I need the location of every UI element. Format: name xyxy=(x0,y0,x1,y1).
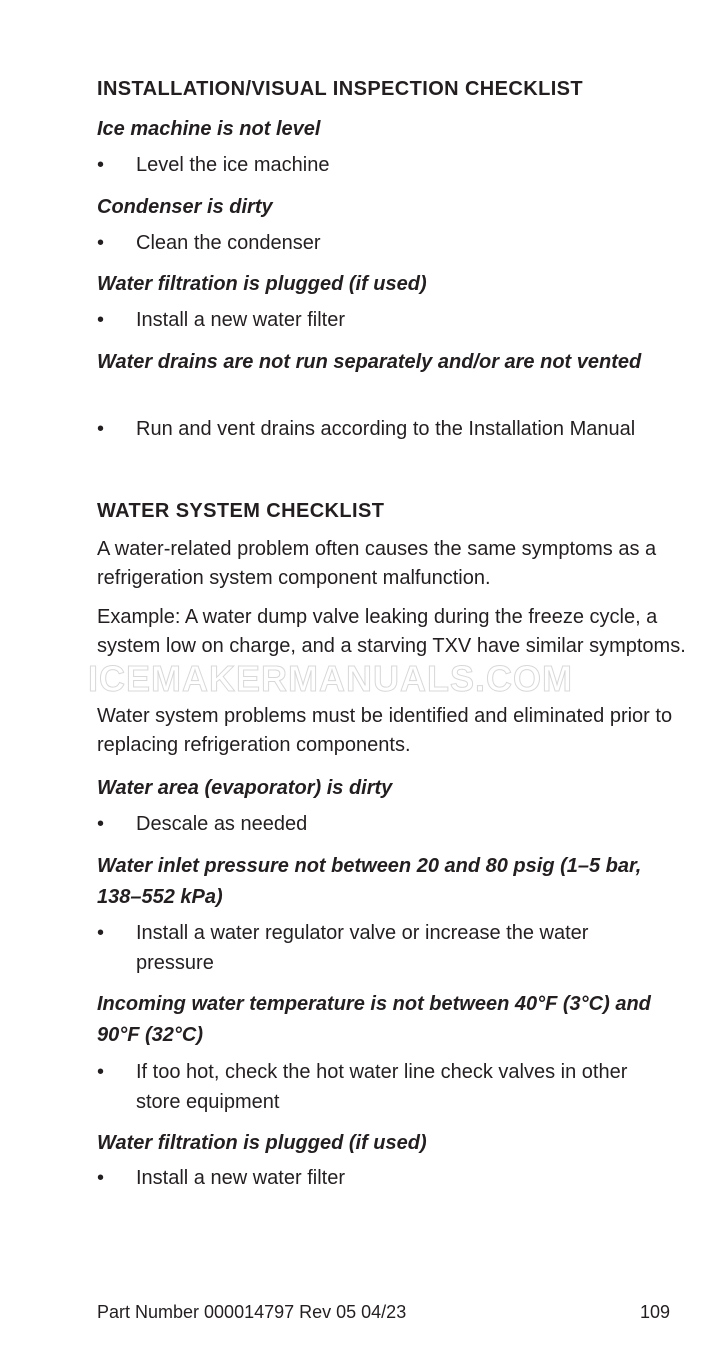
bullet-marker: • xyxy=(97,309,105,331)
bullet-marker: • xyxy=(97,154,105,176)
remedy-level-machine: Level the ice machine xyxy=(136,154,330,176)
remedy-water-regulator: Install a water regulator valve or increase the water pressure xyxy=(136,922,589,974)
remedy-new-water-filter: Install a new water filter xyxy=(136,309,345,331)
paragraph-example: Example: A water dump valve leaking during the freeze cycle, a system low on charge, and a starving TXV have similar symptoms. xyxy=(97,606,686,657)
bullet-marker: • xyxy=(97,1061,105,1083)
problem-incoming-water-temperature: Incoming water temperature is not between 40°F (3°C) and 90°F (32°C) xyxy=(97,993,651,1046)
bullet-marker: • xyxy=(97,813,105,835)
problem-ice-machine-not-level: Ice machine is not level xyxy=(97,118,321,140)
remedy-run-vent-drains: Run and vent drains according to the Installation Manual xyxy=(136,418,636,440)
problem-water-filtration-plugged-2: Water filtration is plugged (if used) xyxy=(97,1132,427,1154)
water-system-checklist-title: WATER SYSTEM CHECKLIST xyxy=(97,500,385,522)
bullet-marker: • xyxy=(97,1167,105,1189)
problem-water-area-dirty: Water area (evaporator) is dirty xyxy=(97,777,393,799)
installation-checklist-title: INSTALLATION/VISUAL INSPECTION CHECKLIST xyxy=(97,78,584,100)
paragraph-water-related-problem: A water-related problem often causes the same symptoms as a refrigeration system component malfunction. xyxy=(97,538,657,589)
problem-water-inlet-pressure: Water inlet pressure not between 20 and 80 psig (1–5 bar, 138–552 kPa) xyxy=(97,855,642,908)
problem-condenser-dirty: Condenser is dirty xyxy=(97,196,273,218)
remedy-new-water-filter-2: Install a new water filter xyxy=(136,1167,345,1189)
remedy-check-hot-water-valves: If too hot, check the hot water line check valves in other store equipment xyxy=(136,1061,628,1113)
remedy-descale: Descale as needed xyxy=(136,813,308,835)
problem-water-drains-not-vented: Water drains are not run separately and/or are not vented xyxy=(97,351,642,373)
remedy-clean-condenser: Clean the condenser xyxy=(136,232,321,254)
page-number: 109 xyxy=(640,1302,671,1322)
paragraph-identify-eliminate: Water system problems must be identified and eliminated prior to replacing refrigeration components. xyxy=(97,705,673,756)
watermark: ICEMAKERMANUALS.COM xyxy=(88,658,573,699)
bullet-marker: • xyxy=(97,922,105,944)
footer-part-number: Part Number 000014797 Rev 05 04/23 xyxy=(97,1302,407,1322)
bullet-marker: • xyxy=(97,418,105,440)
bullet-marker: • xyxy=(97,232,105,254)
problem-water-filtration-plugged: Water filtration is plugged (if used) xyxy=(97,273,427,295)
